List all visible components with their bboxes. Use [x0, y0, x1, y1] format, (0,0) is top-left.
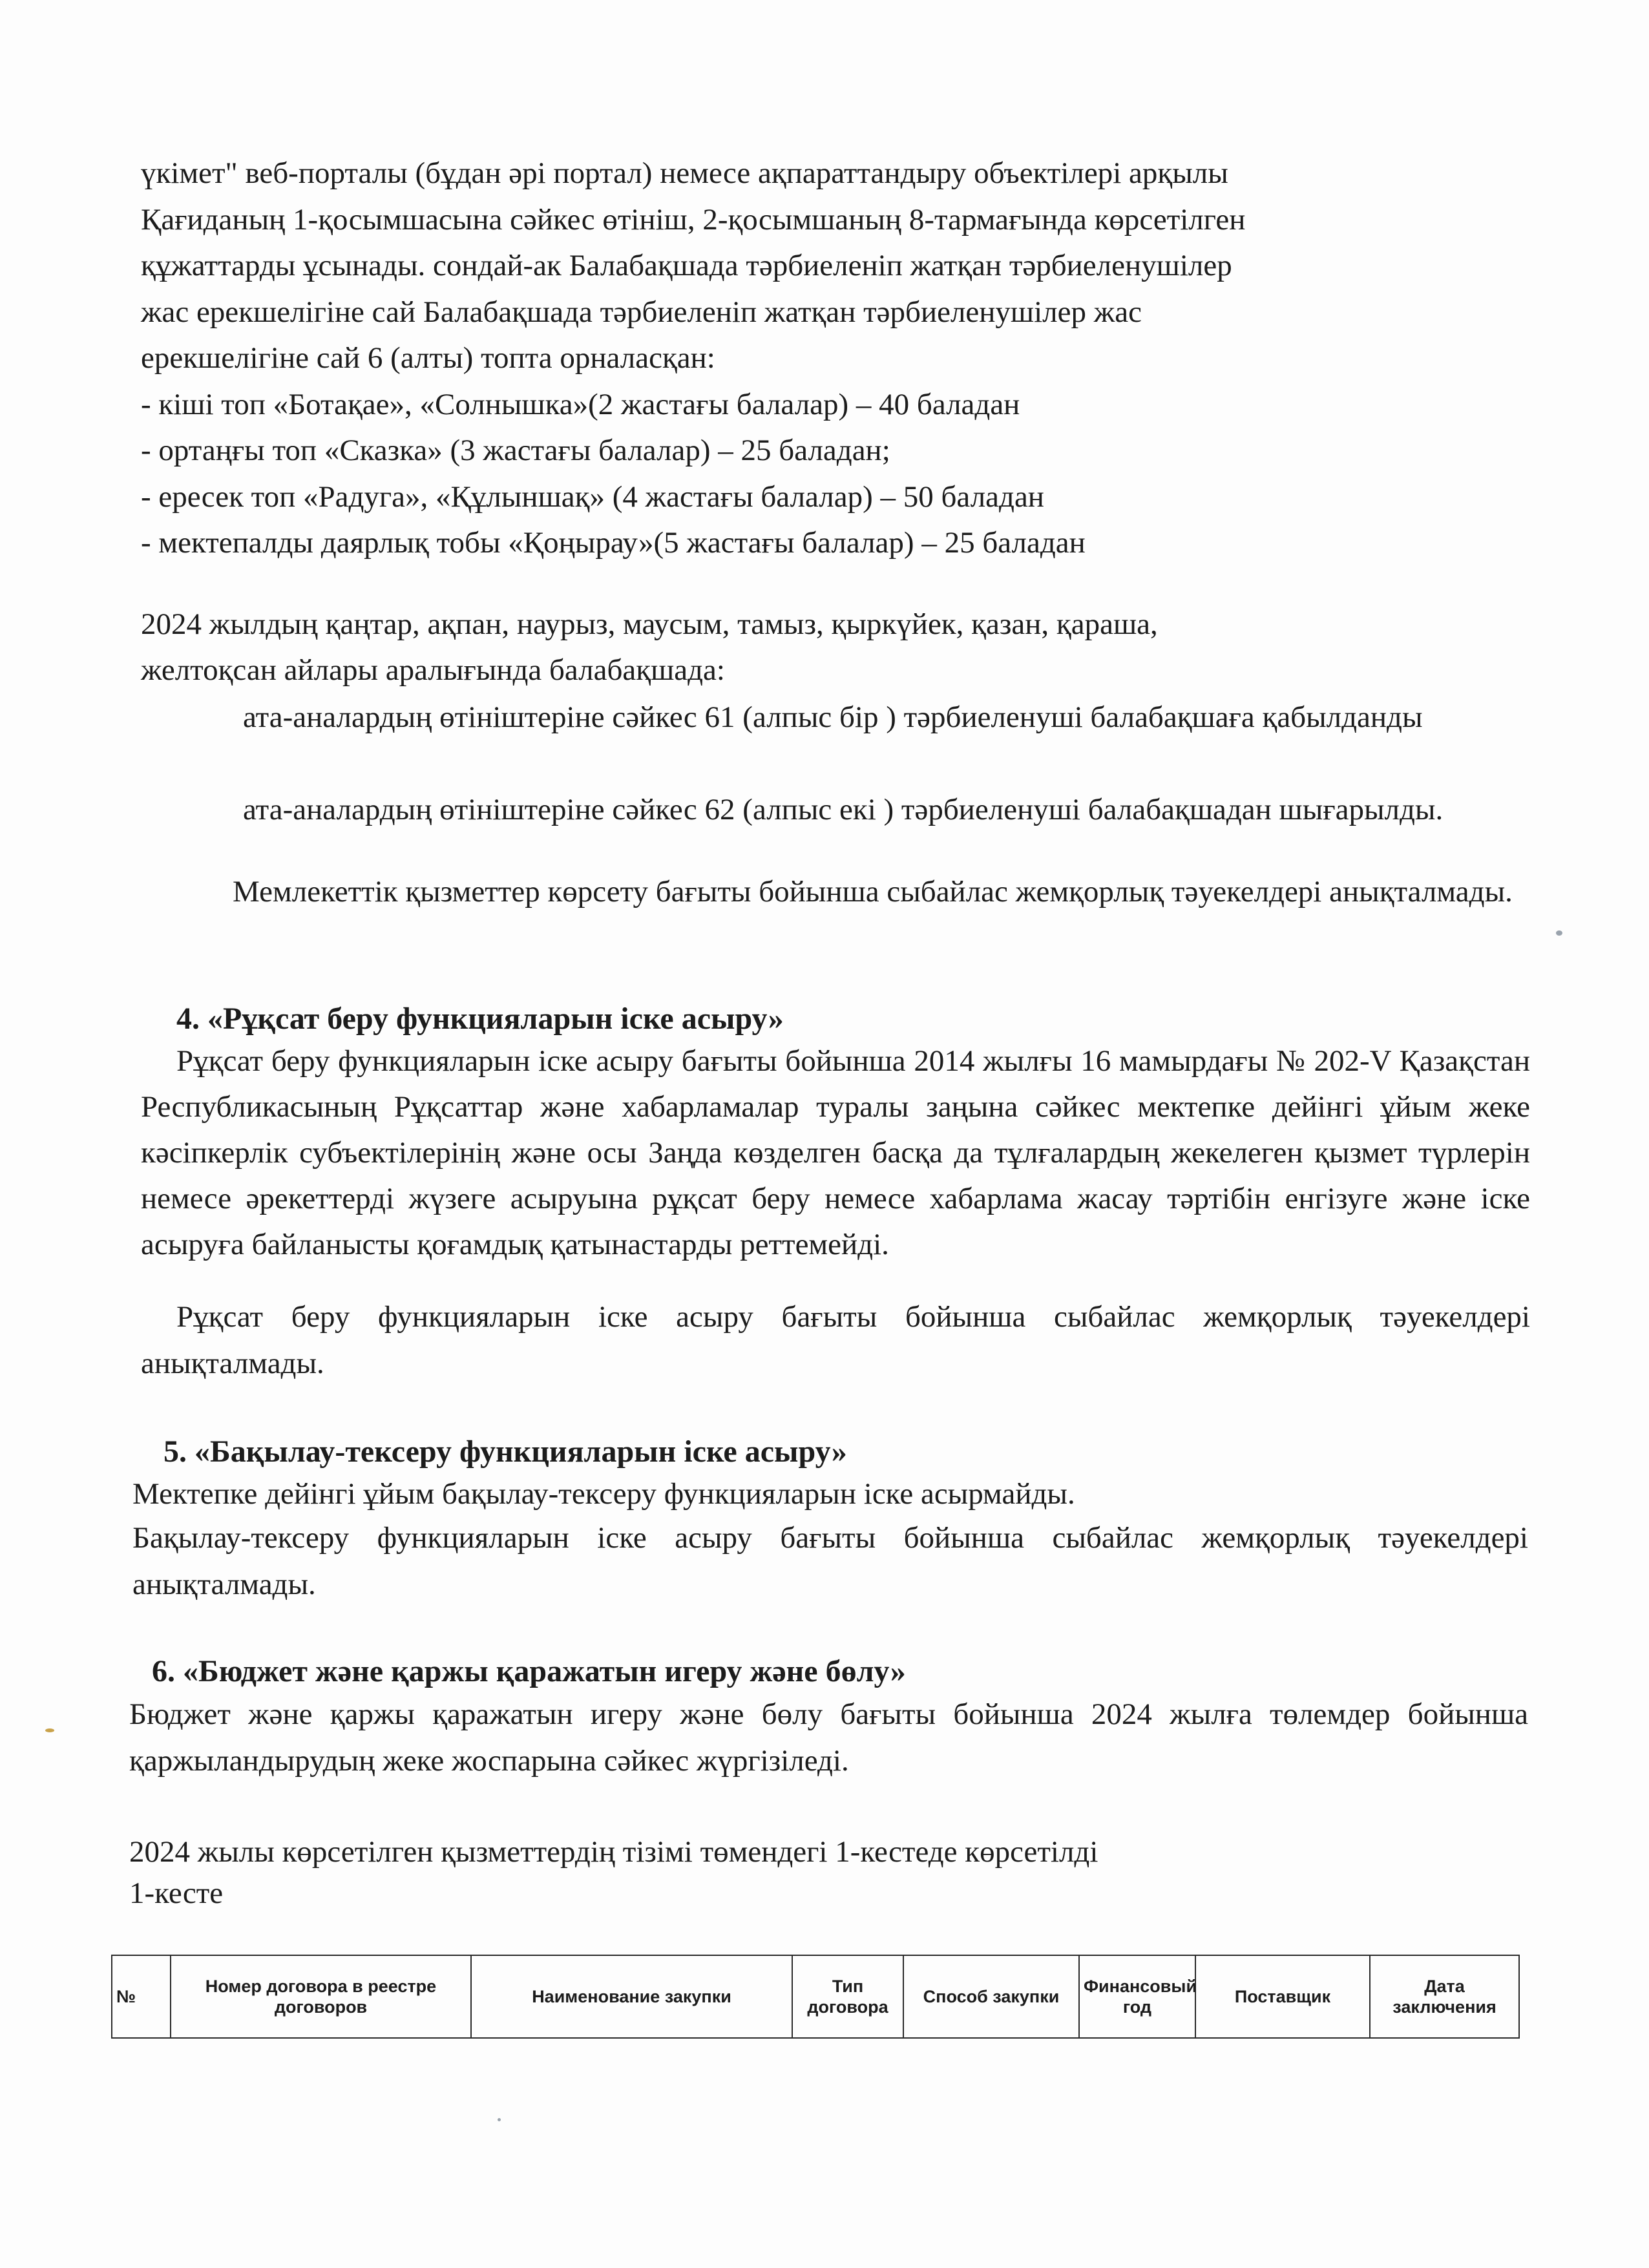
intro-line: Қағиданың 1-қосымшасына сәйкес өтініш, 2-қосымшаның 8-тармағында көрсетілген [141, 202, 1246, 236]
stats-paragraph [141, 602, 1530, 648]
intro-line: ерекшелігіне сай 6 (алты) топта орналасқан: [141, 341, 715, 375]
group-list-item: - мектепалды даярлық тобы «Қоңырау»(5 жастағы балалар) – 25 баладан [141, 526, 1086, 560]
column-header: Наименование закупки [471, 1955, 792, 2038]
section-5-risk-paragraph: Бақылау-тексеру функцияларын іске асыру бағыты бойынша сыбайлас жемқорлық тәуекелдері анықталмады. [132, 1521, 1528, 1601]
section-6-heading: 6. «Бюджет және қаржы қаражатын игеру және бөлу» [152, 1654, 906, 1688]
stats-line: желтоқсан айлары аралығында балабақшада: [141, 653, 725, 687]
column-header: Номер договора в реестре договоров [171, 1955, 471, 2038]
intro-line: құжаттарды ұсынады. сондай-ак Балабақшада тәрбиеленіп жатқан тәрбиеленушілер [141, 249, 1232, 282]
column-header: Финансовый год [1079, 1955, 1195, 2038]
table-intro-line: 2024 жылы көрсетілген қызметтердің тізімі төмендегі 1-кестеде көрсетілді [129, 1835, 1098, 1869]
admitted-paragraph: ата-аналардың өтініштеріне сәйкес 61 (алпыс бір ) тәрбиеленуші балабақшаға қабылданды [243, 700, 1423, 734]
section-5-heading: 5. «Бақылау-тексеру функцияларын іске асыру» [163, 1434, 847, 1469]
group-list-item: - ортаңғы топ «Сказка» (3 жастағы балалар) – 25 баладан; [141, 434, 890, 467]
stats-line: 2024 жылдың қаңтар, ақпан, наурыз, маусым, тамыз, қыркүйек, қазан, қараша, [141, 607, 1158, 641]
column-header: Дата заключения [1370, 1955, 1519, 2038]
group-list-item: - кіші топ «Ботақае», «Солнышка»(2 жастағы балалар) – 40 баладан [141, 387, 1020, 421]
section-4-risk-paragraph: Рұқсат беру функцияларын іске асыру бағыты бойынша сыбайлас жемқорлық тәуекелдері анықталмады. [141, 1300, 1530, 1380]
intro-line: жас ерекшелігіне сай Балабақшада тәрбиеленіп жатқан тәрбиеленушілер жас [141, 295, 1142, 329]
stats-paragraph-2 [141, 647, 1530, 694]
contracts-table [111, 1955, 1520, 2039]
released-paragraph: ата-аналардың өтініштеріне сәйкес 62 (алпыс екі ) тәрбиеленуші балабақшадан шығарылды. [243, 793, 1444, 826]
scan-speck [498, 2118, 501, 2121]
table-caption: 1-кесте [129, 1876, 224, 1910]
column-header: Поставщик [1195, 1955, 1370, 2038]
group-list-item: - ересек топ «Радуга», «Құлыншақ» (4 жастағы балалар) – 50 баладан [141, 479, 1044, 514]
table-header-row [112, 1955, 1519, 2038]
column-header: Способ закупки [903, 1955, 1079, 2038]
scan-speck [45, 1728, 54, 1732]
intro-groups [141, 335, 1530, 567]
intro-paragraph [141, 151, 1530, 335]
section-4-heading: 4. «Рұқсат беру функцияларын іске асыру» [176, 1002, 784, 1036]
column-header: № [112, 1955, 171, 2038]
scan-speck [1556, 930, 1562, 936]
services-risk-paragraph: Мемлекеттік қызметтер көрсету бағыты бойынша сыбайлас жемқорлық тәуекелдері анықталмады. [233, 875, 1513, 908]
intro-line: үкімет" веб-порталы (бұдан әрі портал) немесе ақпараттандыру объектілері арқылы [141, 156, 1228, 190]
section-6-paragraph: Бюджет және қаржы қаражатын игеру және бөлу бағыты бойынша 2024 жылға төлемдер бойынша қаржыландырудың жеке жоспарына сәйкес жүргізіледі. [129, 1697, 1528, 1778]
section-5-line: Мектепке дейінгі ұйым бақылау-тексеру функцияларын іске асырмайды. [132, 1477, 1075, 1511]
column-header: Тип договора [792, 1955, 903, 2038]
section-4-paragraph: Рұқсат беру функцияларын іске асыру бағыты бойынша 2014 жылғы 16 мамырдағы № 202-V Қазақстан Республикасының Рұқсаттар және хабарламалар туралы заңына сәйкес мектепке дейінгі ұйым жеке кәсіпкерлік субъектілерінің және осы Заңда көзделген басқа да тұлғалардың жекелеген қызмет түрлерін немесе әрекеттерді жүзеге асыруына рұқсат беру немесе хабарлама жасау тәртібін енгізуге және іске асыруға байланысты қоғамдық қатынастарды реттемейді. [141, 1044, 1530, 1261]
